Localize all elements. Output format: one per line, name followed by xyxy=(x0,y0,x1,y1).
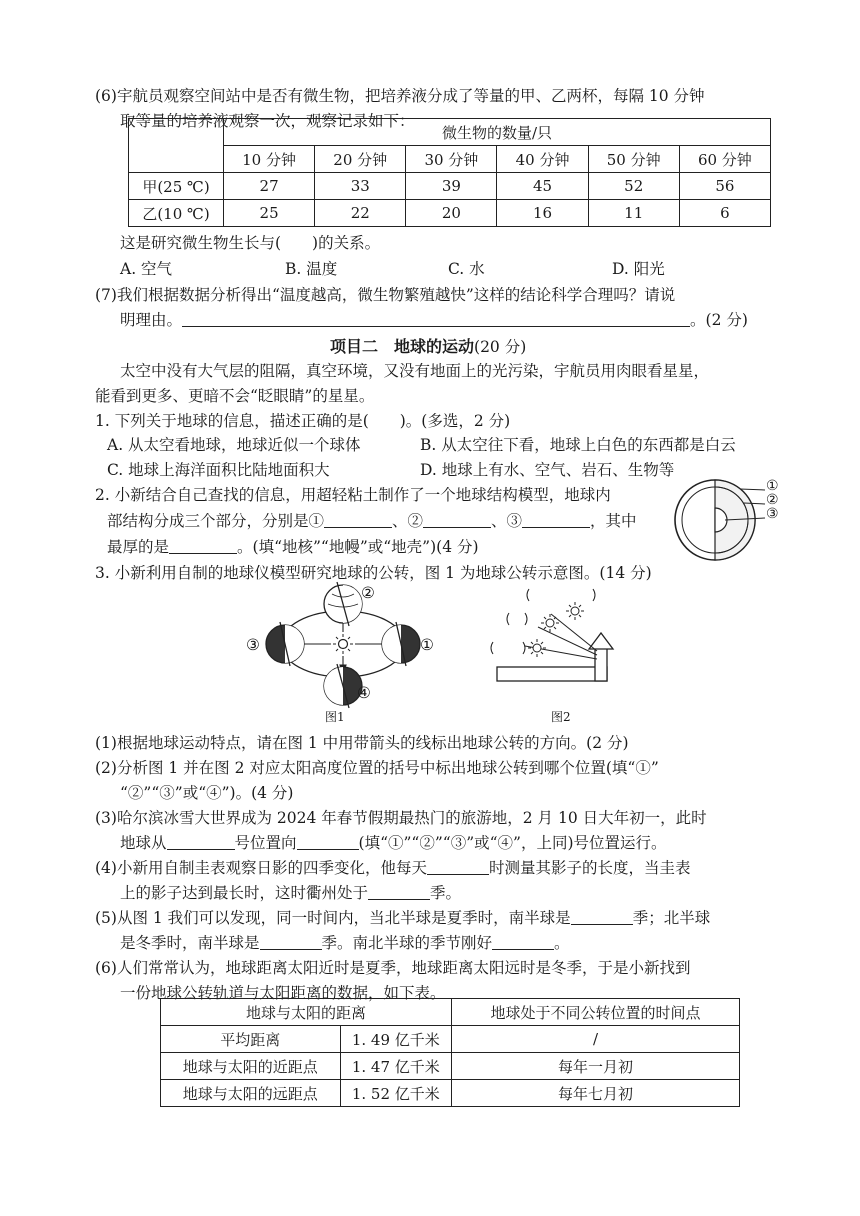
p1-option-b[interactable]: B. 从太空往下看，地球上白色的东西都是白云 xyxy=(420,436,736,454)
row-label: 乙(10 ℃) xyxy=(129,200,224,227)
p3-sub2-line1: (2)分析图 1 并在图 2 对应太阳高度位置的括号中标出地球公转到哪个位置(填“①” xyxy=(95,759,659,777)
p3-stem: 3. 小新利用自制的地球仪模型研究地球的公转，图 1 为地球公转示意图。(14 分) xyxy=(95,564,652,582)
layer2-blank[interactable] xyxy=(423,511,491,528)
project2-score: (20 分) xyxy=(474,338,527,356)
table-col-header: 40 分钟 xyxy=(497,146,588,173)
orbit-figure xyxy=(240,582,450,712)
table-col-header: 30 分钟 xyxy=(406,146,497,173)
table-cell: 6 xyxy=(679,200,770,227)
orbit-label-1: ① xyxy=(420,636,434,654)
distance-label: 平均距离 xyxy=(161,1026,341,1053)
p3-sub3-line2 xyxy=(120,832,667,854)
p2-text-a: 部结构分成三个部分，分别是① xyxy=(107,512,325,530)
p3-sub4-text-d: 季。 xyxy=(430,884,462,902)
q7-line1: (7)我们根据数据分析得出“温度越高，微生物繁殖越快”这样的结论科学合理吗？请说 xyxy=(95,286,676,304)
layer-label-2: ② xyxy=(766,492,779,508)
orbit-label-4: ④ xyxy=(357,684,371,702)
p3-sub5-line2 xyxy=(120,932,570,954)
p3-sub3-text-b: 号位置向 xyxy=(234,834,297,852)
p3-sub4-line1 xyxy=(95,857,690,879)
table-cell: 39 xyxy=(406,173,497,200)
layer-label-3: ③ xyxy=(766,506,779,522)
p1-option-d[interactable]: D. 地球上有水、空气、岩石、生物等 xyxy=(420,461,675,479)
table-cell: 45 xyxy=(497,173,588,200)
table-cell: 20 xyxy=(406,200,497,227)
p3-sub6-line2: 一份地球公转轨道与太阳距离的数据，如下表。 xyxy=(120,984,446,1002)
table-cell: 52 xyxy=(588,173,679,200)
time-value: 每年七月初 xyxy=(452,1080,740,1107)
p2-line3 xyxy=(107,536,479,558)
orbit-label-2: ② xyxy=(361,584,375,602)
time-header: 地球处于不同公转位置的时间点 xyxy=(452,999,740,1026)
sun-icon-low xyxy=(528,639,546,657)
table-row xyxy=(161,1026,740,1053)
microbe-table xyxy=(128,118,771,227)
sun-icon-high xyxy=(566,602,584,620)
table-cell: 56 xyxy=(679,173,770,200)
p2-text-b: 、② xyxy=(392,512,424,530)
q6-question: 这是研究微生物生长与( )的关系。 xyxy=(120,234,381,252)
distance-label: 地球与太阳的近距点 xyxy=(161,1053,341,1080)
p3-sub5-text-b: 季；北半球 xyxy=(632,909,711,927)
p3-sub2-line2: “②”“③”或“④”)。(4 分) xyxy=(120,784,294,802)
bracket-middle-close xyxy=(525,613,527,625)
p2-line1: 2. 小新结合自己查找的信息，用超轻粘土制作了一个地球结构模型，地球内 xyxy=(95,486,611,504)
q6-option-b[interactable]: B. 温度 xyxy=(285,260,338,278)
p3-sub4-text-a: (4)小新用自制圭表观察日影的四季变化，他每天 xyxy=(95,859,427,877)
row-label: 甲(25 ℃) xyxy=(129,173,224,200)
bracket-low-open xyxy=(491,642,493,654)
distance-header: 地球与太阳的距离 xyxy=(161,999,452,1026)
project2-intro1: 太空中没有大气层的阻隔，真空环境，又没有地面上的光污染，宇航员用肉眼看星星， xyxy=(120,362,710,380)
p1-option-c[interactable]: C. 地球上海洋面积比陆地面积大 xyxy=(107,461,330,479)
p2-text-f: 。(填“地核”“地幔”或“地壳”)(4 分) xyxy=(237,538,479,556)
p3-sub3-text-a: 地球从 xyxy=(120,834,167,852)
bracket-middle-open xyxy=(507,613,509,625)
measure-time-blank[interactable] xyxy=(427,858,489,875)
project2-heading xyxy=(330,336,526,358)
south-season-summer-blank[interactable] xyxy=(571,908,633,925)
p3-sub5-line1 xyxy=(95,907,710,929)
table-row xyxy=(129,173,771,200)
earth-position-3 xyxy=(266,622,304,666)
distance-value: 1. 49 亿千米 xyxy=(340,1026,451,1053)
p2-line2 xyxy=(107,510,637,532)
table-cell: 33 xyxy=(315,173,406,200)
south-season-winter-blank[interactable] xyxy=(260,933,322,950)
p2-text-d: ，其中 xyxy=(590,512,637,530)
table-col-header: 60 分钟 xyxy=(679,146,770,173)
season-blank[interactable] xyxy=(368,883,430,900)
p3-sub1: (1)根据地球运动特点，请在图 1 中用带箭头的线标出地球公转的方向。(2 分) xyxy=(95,734,629,752)
fig1-caption: 图1 xyxy=(325,710,345,724)
bracket-high-close xyxy=(593,589,595,601)
time-value: 每年一月初 xyxy=(452,1053,740,1080)
q7-score: 。(2 分) xyxy=(690,311,748,329)
to-position-blank[interactable] xyxy=(297,833,359,850)
table-col-header: 20 分钟 xyxy=(315,146,406,173)
p3-sub5-text-a: (5)从图 1 我们可以发现，同一时间内，当北半球是夏季时，南半球是 xyxy=(95,909,571,927)
distance-value: 1. 47 亿千米 xyxy=(340,1053,451,1080)
earth-position-1 xyxy=(382,622,420,666)
table-row xyxy=(161,1080,740,1107)
fig2-caption: 图2 xyxy=(551,710,571,724)
table-cell: 11 xyxy=(588,200,679,227)
q6-line2: 取等量的培养液观察一次，观察记录如下： xyxy=(120,112,415,130)
distance-label: 地球与太阳的远距点 xyxy=(161,1080,341,1107)
layer1-blank[interactable] xyxy=(324,511,392,528)
time-value: / xyxy=(452,1026,740,1053)
p3-sub5-text-d: 季。南北半球的季节刚好 xyxy=(321,934,493,952)
table-col-header: 50 分钟 xyxy=(588,146,679,173)
p3-sub4-text-c: 上的影子达到最长时，这时衢州处于 xyxy=(120,884,369,902)
table-corner-cell xyxy=(129,119,224,173)
table-row xyxy=(129,200,771,227)
table-cell: 25 xyxy=(224,200,315,227)
q7-prompt: 明理由。 xyxy=(120,311,183,329)
from-position-blank[interactable] xyxy=(167,833,235,850)
layer-label-1: ① xyxy=(766,478,779,494)
bracket-high-open xyxy=(527,589,529,601)
table-cell: 27 xyxy=(224,173,315,200)
p2-text-c: 、③ xyxy=(491,512,523,530)
sun-height-figure xyxy=(485,585,635,700)
p3-sub5-text-c: 是冬季时，南半球是 xyxy=(120,934,260,952)
seasons-relation-blank[interactable] xyxy=(492,933,554,950)
q7-answer-blank[interactable] xyxy=(182,310,690,327)
distance-table xyxy=(160,998,740,1107)
project2-intro2: 能看到更多、更暗不会“眨眼睛”的星星。 xyxy=(95,387,375,405)
bracket-low-close xyxy=(523,642,525,654)
layer3-blank[interactable] xyxy=(522,511,590,528)
project2-title: 项目二 地球的运动 xyxy=(330,337,475,356)
table-header: 微生物的数量/只 xyxy=(224,119,771,146)
table-cell: 16 xyxy=(497,200,588,227)
thickest-layer-blank[interactable] xyxy=(169,537,237,554)
distance-value: 1. 52 亿千米 xyxy=(340,1080,451,1107)
table-cell: 22 xyxy=(315,200,406,227)
q6-option-a[interactable]: A. 空气 xyxy=(120,260,173,278)
p1-stem: 1. 下列关于地球的信息，描述正确的是( )。(多选，2 分) xyxy=(95,412,511,430)
p1-option-a[interactable]: A. 从太空看地球，地球近似一个球体 xyxy=(107,436,361,454)
p3-sub4-line2 xyxy=(120,882,461,904)
p3-sub3-text-c: (填“①”“②”“③”或“④”，上同)号位置运行。 xyxy=(358,834,667,852)
sun-icon xyxy=(333,634,353,654)
p3-sub4-text-b: 时测量其影子的长度，当圭表 xyxy=(488,859,691,877)
q7-line2 xyxy=(120,309,748,331)
earth-structure-figure xyxy=(670,475,800,565)
q6-line1: (6)宇航员观察空间站中是否有微生物，把培养液分成了等量的甲、乙两杯，每隔 10 分钟 xyxy=(95,87,705,105)
table-row xyxy=(161,1053,740,1080)
p2-text-e: 最厚的是 xyxy=(107,538,170,556)
orbit-label-3: ③ xyxy=(246,636,260,654)
q6-option-c[interactable]: C. 水 xyxy=(448,260,485,278)
p3-sub6-line1: (6)人们常常认为，地球距离太阳近时是夏季，地球距离太阳远时是冬季，于是小新找到 xyxy=(95,959,691,977)
p3-sub3-line1: (3)哈尔滨冰雪大世界成为 2024 年春节假期最热门的旅游地，2 月 10 日大年初一，此时 xyxy=(95,809,707,827)
earth-position-2 xyxy=(324,582,362,626)
q6-option-d[interactable]: D. 阳光 xyxy=(612,260,665,278)
table-col-header: 10 分钟 xyxy=(224,146,315,173)
p3-sub5-text-e: 。 xyxy=(554,934,570,952)
